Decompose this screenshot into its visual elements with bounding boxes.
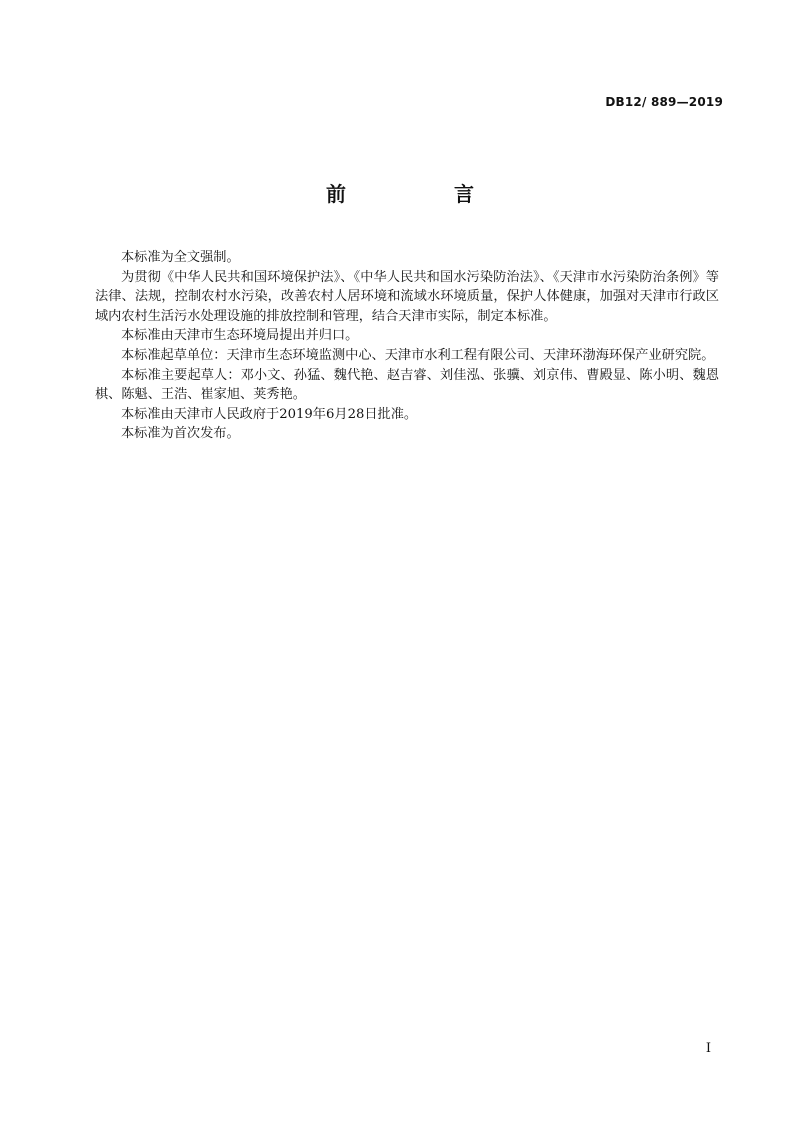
- page-title: 前 言: [326, 182, 518, 206]
- foreword-body: [95, 248, 719, 444]
- paragraph-purpose: 为贯彻《中华人民共和国环境保护法》、《中华人民共和国水污染防治法》、《天津市水污染防治条例》等法律、法规，控制农村水污染，改善农村人居环境和流域水环境质量，保护人体健康，加强对天津市行政区域内农村生活污水处理设施的排放控制和管理，结合天津市实际，制定本标准。: [95, 269, 719, 324]
- paragraph-drafters: 本标准主要起草人：邓小文、孙猛、魏代艳、赵吉睿、刘佳泓、张骥、刘京伟、曹殿显、陈小明、魏恩棋、陈魁、王浩、崔家旭、荚秀艳。: [95, 367, 719, 403]
- paragraph-mandatory: 本标准为全文强制。: [121, 250, 240, 265]
- paragraph-approval: 本标准由天津市人民政府于2019年6月28日批准。: [121, 406, 418, 422]
- page-number: I: [705, 1041, 711, 1056]
- paragraph-first-release: 本标准为首次发布。: [121, 426, 240, 442]
- paragraph-drafting-units: 本标准起草单位：天津市生态环境监测中心、天津市水利工程有限公司、天津环渤海环保产业研究院。: [121, 347, 715, 363]
- paragraph-proposer: 本标准由天津市生态环境局提出并归口。: [121, 328, 359, 344]
- document-code: DB12/ 889—2019: [605, 95, 723, 109]
